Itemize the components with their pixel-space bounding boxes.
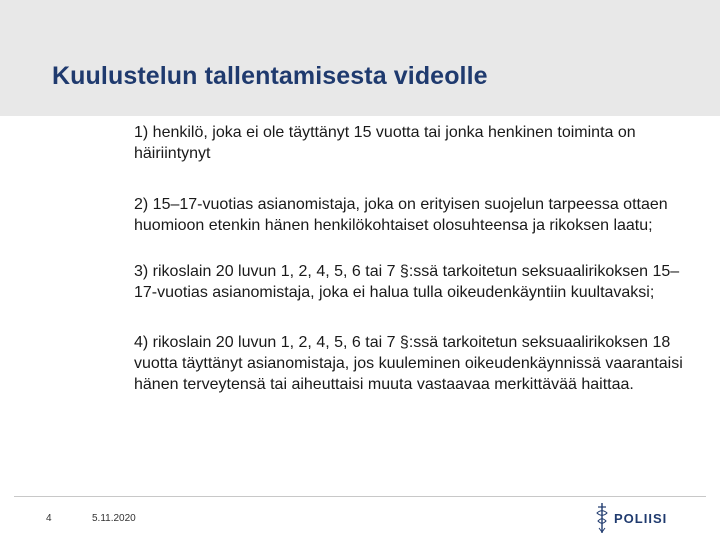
- list-item: 3) rikoslain 20 luvun 1, 2, 4, 5, 6 tai 7 §:ssä tarkoitetun seksuaalirikoksen 15–17-vuotias asianomistaja, joka ei halua tulla oikeudenkäyntiin kuultavaksi;: [134, 263, 680, 301]
- police-emblem-icon: [594, 501, 610, 535]
- list-item: 4) rikoslain 20 luvun 1, 2, 4, 5, 6 tai 7 §:ssä tarkoitetun seksuaalirikoksen 18 vuotta täyttänyt asianomistaja, jos kuuleminen oikeudenkäynnissä vaarantaisi hänen terveytensä tai aiheuttaisi muuta vastaavaa merkittävää haittaa.: [134, 334, 683, 393]
- footer-divider: [14, 496, 706, 497]
- logo-text: POLIISI: [614, 510, 668, 526]
- list-item: 2) 15–17-vuotias asianomistaja, joka on erityisen suojelun tarpeessa ottaen huomioon etenkin hänen henkilökohtaiset olosuhteensa ja rikoksen laatu;: [134, 196, 668, 234]
- slide-title: Kuulustelun tallentamisesta videolle: [52, 62, 488, 90]
- page-number: 4: [46, 513, 52, 524]
- slide-content: [134, 122, 694, 421]
- list-item: 1) henkilö, joka ei ole täyttänyt 15 vuotta tai jonka henkinen toiminta on häiriintynyt: [134, 124, 636, 162]
- header-band: [0, 0, 720, 116]
- poliisi-logo: [594, 500, 667, 536]
- footer-date: 5.11.2020: [92, 513, 136, 524]
